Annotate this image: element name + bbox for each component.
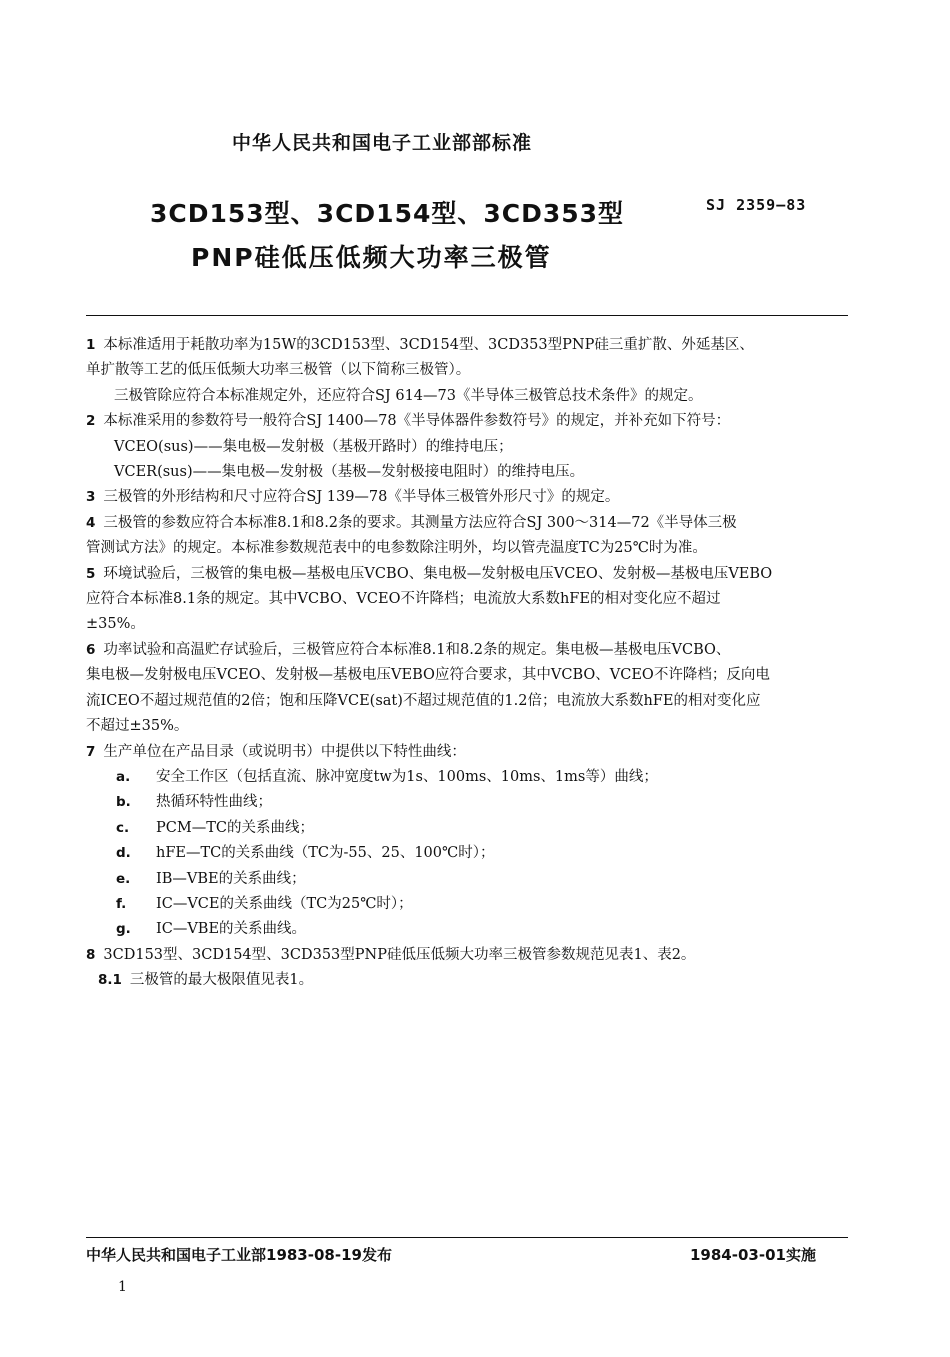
standard-code: SJ 2359—83	[706, 196, 807, 214]
issuing-organization: 中华人民共和国电子工业部部标准	[232, 132, 533, 154]
document-body	[86, 333, 848, 994]
clause-number: 7	[86, 743, 96, 760]
clause-number: 5	[86, 565, 96, 582]
clause-5-line2: 应符合本标准8.1条的规定。其中VCBO、VCEO不许降档；电流放大系数hFE的相对变化应不超过	[86, 591, 721, 608]
clause-1-line1: 1 本标准适用于耗散功率为15W的3CD153型、3CD154型、3CD353型PNP硅三重扩散、外延基区、	[86, 337, 754, 353]
clause-number: 8.1	[98, 972, 122, 989]
clause-8-1-line1: 8.1 三极管的最大极限值见表1。	[98, 972, 314, 989]
clause-number: 2	[86, 413, 96, 430]
list-item: f. IC—VCE的关系曲线（TC为25℃时）；	[116, 895, 413, 912]
clause-4-line2: 管测试方法》的规定。本标准参数规范表中的电参数除注明外，均以管壳温度TC为25℃时为准。	[86, 540, 707, 557]
clause-1-line3: 三极管除应符合本标准规定外，还应符合SJ 614—73《半导体三极管总技术条件》的规定。	[114, 387, 703, 404]
clause-number: 4	[86, 514, 96, 531]
document-title-line1: 3CD153型、3CD154型、3CD353型	[150, 199, 625, 228]
clause-number: 8	[86, 946, 96, 963]
clause-2-line2: VCEO(sus)——集电极—发射极（基极开路时）的维持电压；	[114, 438, 513, 455]
list-item: a. 安全工作区（包括直流、脉冲宽度tw为1s、100ms、10ms、1ms等）曲线；	[116, 768, 658, 785]
page-number: 1	[118, 1279, 127, 1295]
clause-6-line3: 流ICEO不超过规范值的2倍；饱和压降VCE(sat)不超过规范值的1.2倍；电流放大系数hFE的相对变化应	[86, 692, 761, 709]
clause-7-line1: 7 生产单位在产品目录（或说明书）中提供以下特性曲线：	[86, 743, 466, 760]
clause-3-line1: 3 三极管的外形结构和尺寸应符合SJ 139—78《半导体三极管外形尺寸》的规定。	[86, 489, 620, 506]
issue-date: 中华人民共和国电子工业部1983-08-19发布	[86, 1246, 392, 1264]
effective-date: 1984-03-01实施	[690, 1246, 816, 1264]
list-item: g. IC—VBE的关系曲线。	[116, 921, 307, 938]
header-divider	[86, 315, 848, 316]
list-item: b. 热循环特性曲线；	[116, 794, 272, 811]
clause-number: 6	[86, 641, 96, 658]
footer-divider	[86, 1237, 848, 1238]
clause-2-line3: VCER(sus)——集电极—发射极（基极—发射极接电阻时）的维持电压。	[114, 464, 585, 481]
clause-4-line1: 4 三极管的参数应符合本标准8.1和8.2条的要求。其测量方法应符合SJ 300～314—72《半导体三极	[86, 514, 737, 531]
clause-6-line2: 集电极—发射极电压VCEO、发射极—基极电压VEBO应符合要求，其中VCBO、VCEO不许降档；反向电	[86, 667, 770, 684]
clause-5-line3: ±35%。	[86, 616, 145, 633]
clause-8-line1: 8 3CD153型、3CD154型、3CD353型PNP硅低压低频大功率三极管参数规范见表1、表2。	[86, 946, 696, 963]
clause-5-line1: 5 环境试验后，三极管的集电极—基极电压VCBO、集电极—发射极电压VCEO、发射极—基极电压VEBO	[86, 565, 773, 582]
document-title-line2: PNP硅低压低频大功率三极管	[191, 243, 552, 272]
list-item: e. IB—VBE的关系曲线；	[116, 870, 306, 887]
clause-number: 3	[86, 489, 96, 506]
clause-number: 1	[86, 337, 96, 353]
clause-1-line2: 单扩散等工艺的低压低频大功率三极管（以下简称三极管）。	[86, 362, 471, 379]
clause-2-line1: 2 本标准采用的参数符号一般符合SJ 1400—78《半导体器件参数符号》的规定，并补充如下符号：	[86, 413, 731, 430]
list-item: c. PCM—TC的关系曲线；	[116, 819, 314, 836]
clause-6-line1: 6 功率试验和高温贮存试验后，三极管应符合本标准8.1和8.2条的规定。集电极—基极电压VCBO、	[86, 641, 731, 658]
clause-6-line4: 不超过±35%。	[86, 718, 189, 735]
list-item: d. hFE—TC的关系曲线（TC为-55、25、100℃时）；	[116, 845, 495, 862]
